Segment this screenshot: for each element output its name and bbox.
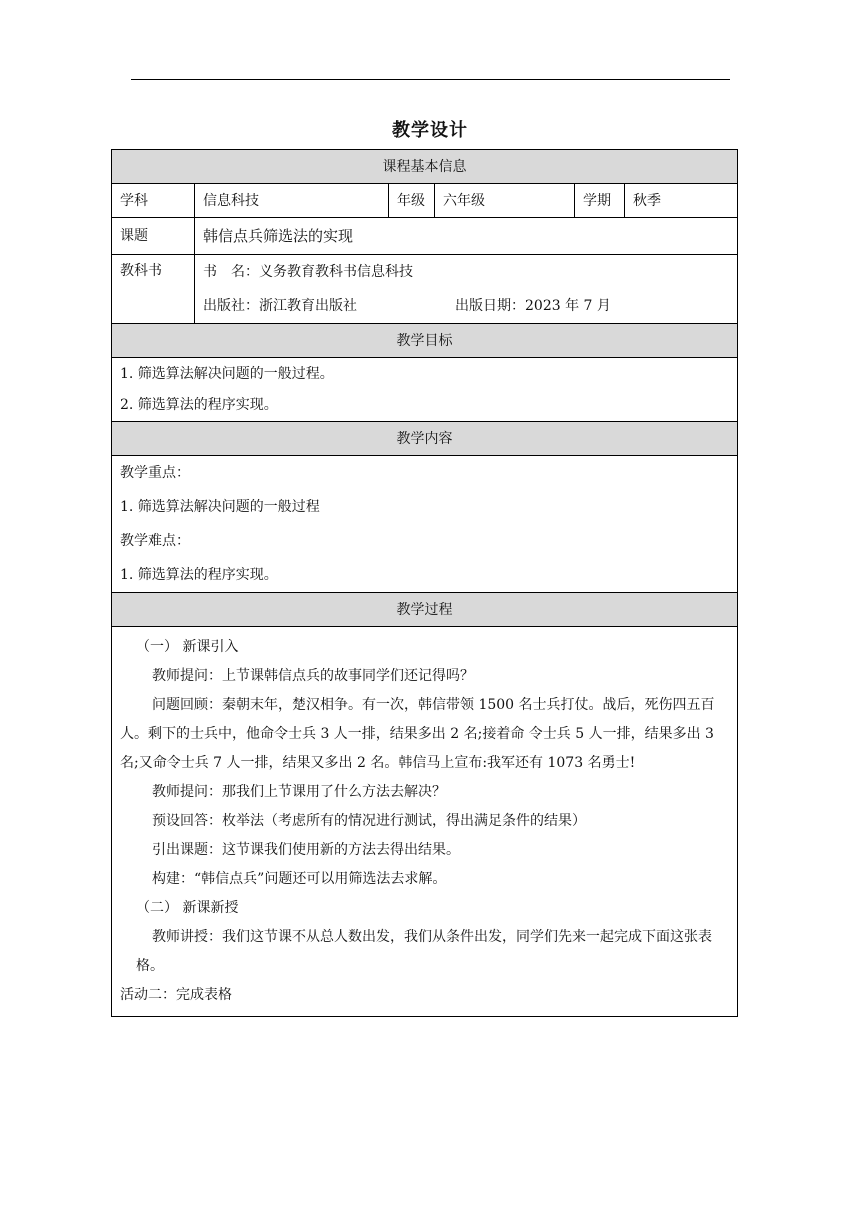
difficulty-label: 教学难点：: [120, 533, 190, 549]
grade-value: 六年级: [435, 184, 575, 218]
textbook-label: 教科书: [112, 255, 195, 324]
grade-label: 年级: [389, 184, 435, 218]
textbook-name: 书 名：义务教育教科书信息科技: [203, 264, 413, 280]
key-point-item: 1. 筛选算法解决问题的一般过程: [120, 499, 320, 515]
process-paragraph: 引出课题：这节课我们使用新的方法去得出结果。: [152, 842, 460, 858]
subject-value: 信息科技: [195, 184, 389, 218]
header-rule: [131, 79, 730, 80]
topic-label: 课题: [112, 218, 195, 255]
section-header-basic-info: 课程基本信息: [112, 150, 738, 184]
process-body: [112, 627, 738, 1017]
objective-item: 1. 筛选算法解决问题的一般过程。: [120, 366, 334, 382]
process-paragraph: 问题回顾：秦朝末年，楚汉相争。有一次，韩信带领 1500 名士兵打仗。战后，死伤四五百人。剩下的士兵中，他命令士兵 3 人一排，结果多出 2 名;接着命 令士兵 5 人一排，结果多出 3 名;又命令士兵 7 人一排，结果又多出 2 名。韩信马上宣布:我军还有 1073 名勇士!: [120, 697, 715, 771]
process-paragraph: 预设回答：枚举法（考虑所有的情况进行测试，得出满足条件的结果）: [152, 813, 586, 829]
document-title: 教学设计: [392, 120, 468, 141]
objective-item: 2. 筛选算法的程序实现。: [120, 397, 278, 413]
process-activity: 活动二：完成表格: [120, 987, 232, 1003]
term-label: 学期: [575, 184, 625, 218]
topic-value: 韩信点兵筛选法的实现: [195, 218, 738, 255]
objectives-body: [112, 358, 738, 422]
process-paragraph: 教师讲授：我们这节课不从总人数出发，我们从条件出发，同学们先来一起完成下面这张表格。: [136, 929, 712, 974]
process-paragraph: 教师提问：上节课韩信点兵的故事同学们还记得吗？: [152, 668, 474, 684]
publication-date: 出版日期：2023 年 7 月: [455, 298, 611, 314]
content-body: [112, 456, 738, 593]
process-section-intro: （一） 新课引入: [136, 639, 239, 655]
process-paragraph: 构建：“韩信点兵”问题还可以用筛选法去求解。: [152, 871, 447, 887]
textbook-info: [195, 255, 738, 324]
subject-label: 学科: [112, 184, 195, 218]
publisher-row: [203, 289, 729, 323]
lesson-plan-table: [111, 149, 738, 1017]
section-header-process: 教学过程: [112, 593, 738, 627]
process-paragraph: 教师提问：那我们上节课用了什么方法去解决？: [152, 784, 446, 800]
term-value: 秋季: [625, 184, 738, 218]
publisher: 出版社：浙江教育出版社: [203, 298, 357, 314]
process-section-new-lesson: （二） 新课新授: [136, 900, 239, 916]
difficulty-item: 1. 筛选算法的程序实现。: [120, 567, 278, 583]
key-points-label: 教学重点：: [120, 465, 190, 481]
section-header-objectives: 教学目标: [112, 324, 738, 358]
section-header-content: 教学内容: [112, 422, 738, 456]
